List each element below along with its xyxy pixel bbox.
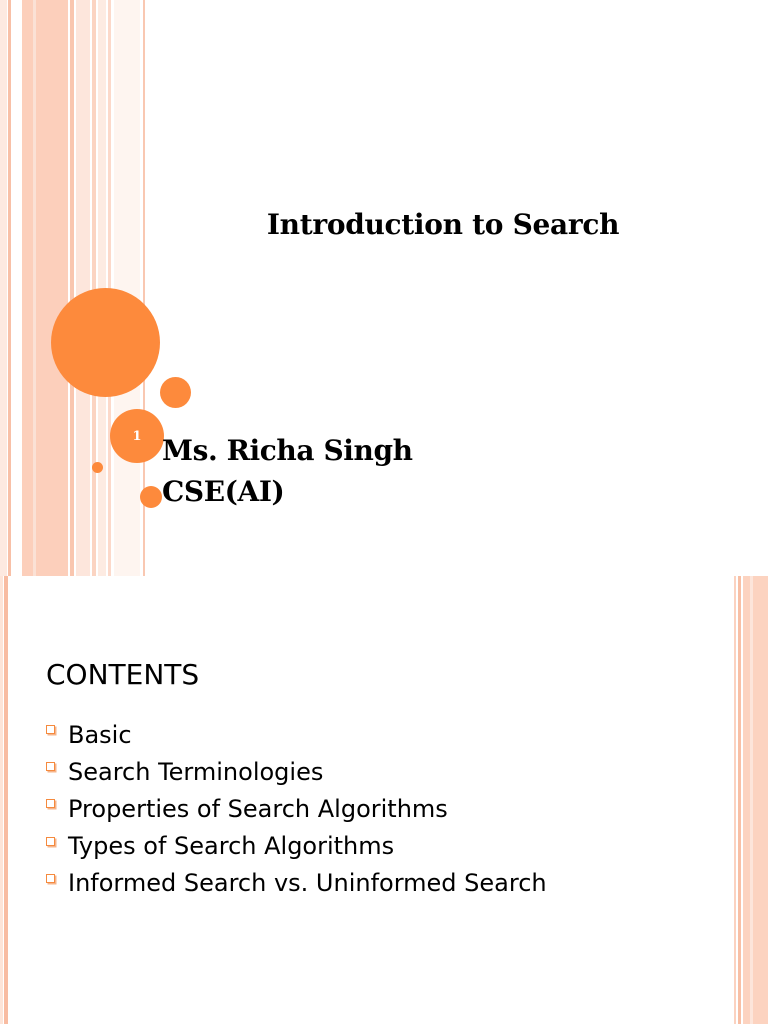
author-name: Ms. Richa Singh <box>162 434 413 467</box>
list-item: Search Terminologies <box>46 753 547 790</box>
square-bullet-icon <box>46 762 55 771</box>
list-item: Types of Search Algorithms <box>46 828 547 865</box>
square-bullet-icon <box>46 874 55 883</box>
author-block <box>162 430 413 512</box>
decor-stripe <box>0 576 3 1024</box>
decor-stripe <box>0 0 7 576</box>
decor-stripe <box>114 0 140 576</box>
decor-circle-tiny <box>92 462 103 473</box>
decor-stripe <box>4 576 8 1024</box>
decor-circle-small <box>140 486 162 508</box>
contents-list <box>46 716 547 902</box>
square-bullet-icon <box>46 725 55 734</box>
list-item: Informed Search vs. Uninformed Search <box>46 865 547 902</box>
list-item: Properties of Search Algorithms <box>46 790 547 827</box>
author-department: CSE(AI) <box>162 475 285 508</box>
decor-stripe <box>738 576 741 1024</box>
page-number: 1 <box>132 428 142 444</box>
contents-heading: CONTENTS <box>46 658 200 691</box>
list-item: Basic <box>46 716 547 753</box>
decor-stripe <box>750 576 753 1024</box>
decor-stripe <box>743 576 768 1024</box>
decor-stripe <box>734 576 736 1024</box>
square-bullet-icon <box>46 799 55 808</box>
decor-circle-large <box>51 288 160 397</box>
decor-stripe <box>70 0 74 576</box>
decor-stripe <box>22 0 68 576</box>
square-bullet-icon <box>46 837 55 846</box>
slide-title: Introduction to Search <box>266 208 620 241</box>
contents-slide <box>0 576 768 1024</box>
decor-stripe <box>76 0 90 576</box>
decor-stripe <box>33 0 36 576</box>
decor-stripe <box>8 0 11 576</box>
decor-circle-small <box>160 377 191 408</box>
